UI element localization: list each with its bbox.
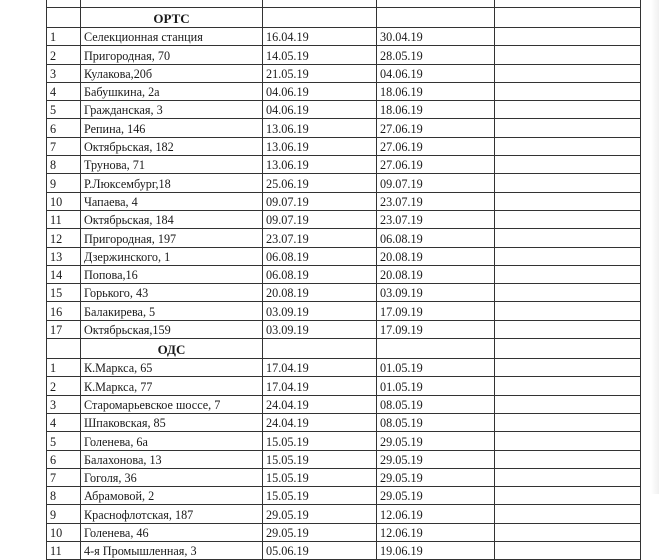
empty-cell [495,320,641,338]
end-date-cell: 30.04.19 [377,28,495,46]
schedule-table [46,0,641,560]
top-edge-cell [263,0,377,8]
address-cell: Шпаковская, 85 [81,413,263,431]
start-date-cell: 15.05.19 [263,450,377,468]
end-date-cell: 04.06.19 [377,64,495,82]
empty-cell [495,101,641,119]
row-number-cell: 2 [47,46,81,64]
table-row [47,82,641,100]
section-number-cell [47,339,81,359]
end-date-cell: 29.05.19 [377,450,495,468]
empty-cell [495,302,641,320]
address-cell: 4-я Промышленная, 3 [81,542,263,560]
end-date-cell: 20.08.19 [377,247,495,265]
section-empty-cell [377,339,495,359]
row-number-cell: 9 [47,174,81,192]
row-number-cell: 17 [47,320,81,338]
empty-cell [495,395,641,413]
empty-cell [495,377,641,395]
row-number-cell: 9 [47,505,81,523]
scan-edge-shade [651,0,659,494]
end-date-cell: 19.06.19 [377,542,495,560]
end-date-cell: 23.07.19 [377,192,495,210]
start-date-cell: 15.05.19 [263,487,377,505]
address-cell: Октябрьская, 184 [81,210,263,228]
start-date-cell: 20.08.19 [263,284,377,302]
address-cell: Гоголя, 36 [81,468,263,486]
section-empty-cell [263,339,377,359]
section-title: ОДС [81,339,263,359]
row-number-cell: 13 [47,247,81,265]
empty-cell [495,468,641,486]
empty-cell [495,413,641,431]
address-cell: Бабушкина, 2а [81,82,263,100]
end-date-cell: 29.05.19 [377,432,495,450]
end-date-cell: 08.05.19 [377,413,495,431]
section-header-row [47,339,641,359]
address-cell: Кулакова,20б [81,64,263,82]
end-date-cell: 20.08.19 [377,265,495,283]
table-row [47,192,641,210]
top-edge-cell [495,0,641,8]
end-date-cell: 12.06.19 [377,523,495,541]
address-cell: Абрамовой, 2 [81,487,263,505]
empty-cell [495,229,641,247]
start-date-cell: 23.07.19 [263,229,377,247]
row-number-cell: 10 [47,192,81,210]
table-row [47,523,641,541]
start-date-cell: 29.05.19 [263,523,377,541]
start-date-cell: 13.06.19 [263,156,377,174]
section-empty-cell [263,8,377,28]
table-row [47,450,641,468]
empty-cell [495,542,641,560]
section-empty-cell [495,339,641,359]
table-row [47,247,641,265]
end-date-cell: 17.09.19 [377,320,495,338]
address-cell: Старомарьевское шоссе, 7 [81,395,263,413]
address-cell: Р.Люксембург,18 [81,174,263,192]
empty-cell [495,247,641,265]
start-date-cell: 03.09.19 [263,320,377,338]
address-cell: Горького, 43 [81,284,263,302]
section-number-cell [47,8,81,28]
address-cell: Селекционная станция [81,28,263,46]
address-cell: Балакирева, 5 [81,302,263,320]
empty-cell [495,505,641,523]
row-number-cell: 3 [47,395,81,413]
end-date-cell: 03.09.19 [377,284,495,302]
empty-cell [495,28,641,46]
start-date-cell: 13.06.19 [263,119,377,137]
row-number-cell: 8 [47,156,81,174]
end-date-cell: 27.06.19 [377,137,495,155]
end-date-cell: 01.05.19 [377,377,495,395]
empty-cell [495,192,641,210]
row-number-cell: 1 [47,359,81,377]
table-row [47,395,641,413]
start-date-cell: 17.04.19 [263,377,377,395]
top-edge-cell [81,0,263,8]
address-cell: Октябрьская,159 [81,320,263,338]
start-date-cell: 14.05.19 [263,46,377,64]
section-title: ОРТС [81,8,263,28]
row-number-cell: 14 [47,265,81,283]
end-date-cell: 06.08.19 [377,229,495,247]
row-number-cell: 15 [47,284,81,302]
row-number-cell: 7 [47,137,81,155]
address-cell: Голенева, 6а [81,432,263,450]
table-row [47,468,641,486]
start-date-cell: 15.05.19 [263,432,377,450]
empty-cell [495,432,641,450]
table-top-edge-row [47,0,641,8]
end-date-cell: 18.06.19 [377,82,495,100]
start-date-cell: 25.06.19 [263,174,377,192]
start-date-cell: 03.09.19 [263,302,377,320]
row-number-cell: 2 [47,377,81,395]
address-cell: Гражданская, 3 [81,101,263,119]
end-date-cell: 12.06.19 [377,505,495,523]
end-date-cell: 29.05.19 [377,468,495,486]
section-empty-cell [377,8,495,28]
section-header-row [47,8,641,28]
table-row [47,210,641,228]
address-cell: Дзержинского, 1 [81,247,263,265]
table-row [47,302,641,320]
end-date-cell: 23.07.19 [377,210,495,228]
empty-cell [495,450,641,468]
row-number-cell: 16 [47,302,81,320]
address-cell: Чапаева, 4 [81,192,263,210]
end-date-cell: 27.06.19 [377,119,495,137]
end-date-cell: 17.09.19 [377,302,495,320]
table-row [47,487,641,505]
end-date-cell: 09.07.19 [377,174,495,192]
table-row [47,359,641,377]
start-date-cell: 04.06.19 [263,101,377,119]
table-row [47,156,641,174]
address-cell: К.Маркса, 65 [81,359,263,377]
top-edge-cell [47,0,81,8]
start-date-cell: 16.04.19 [263,28,377,46]
row-number-cell: 5 [47,432,81,450]
address-cell: Попова,16 [81,265,263,283]
row-number-cell: 7 [47,468,81,486]
row-number-cell: 4 [47,82,81,100]
empty-cell [495,119,641,137]
empty-cell [495,137,641,155]
row-number-cell: 6 [47,119,81,137]
start-date-cell: 24.04.19 [263,413,377,431]
address-cell: Пригородная, 197 [81,229,263,247]
table-row [47,320,641,338]
empty-cell [495,210,641,228]
start-date-cell: 06.08.19 [263,265,377,283]
address-cell: К.Маркса, 77 [81,377,263,395]
empty-cell [495,523,641,541]
row-number-cell: 1 [47,28,81,46]
table-row [47,101,641,119]
end-date-cell: 08.05.19 [377,395,495,413]
address-cell: Трунова, 71 [81,156,263,174]
empty-cell [495,174,641,192]
table-row [47,229,641,247]
table-row [47,28,641,46]
start-date-cell: 24.04.19 [263,395,377,413]
table-row [47,542,641,560]
top-edge-cell [377,0,495,8]
table-row [47,46,641,64]
start-date-cell: 17.04.19 [263,359,377,377]
table-row [47,505,641,523]
start-date-cell: 06.08.19 [263,247,377,265]
empty-cell [495,265,641,283]
section-empty-cell [495,8,641,28]
row-number-cell: 3 [47,64,81,82]
table-row [47,64,641,82]
empty-cell [495,82,641,100]
empty-cell [495,284,641,302]
table-row [47,377,641,395]
start-date-cell: 21.05.19 [263,64,377,82]
address-cell: Пригородная, 70 [81,46,263,64]
start-date-cell: 09.07.19 [263,192,377,210]
start-date-cell: 09.07.19 [263,210,377,228]
table-row [47,119,641,137]
address-cell: Репина, 146 [81,119,263,137]
start-date-cell: 13.06.19 [263,137,377,155]
empty-cell [495,359,641,377]
table-row [47,265,641,283]
address-cell: Голенева, 46 [81,523,263,541]
row-number-cell: 11 [47,210,81,228]
table-row [47,174,641,192]
start-date-cell: 04.06.19 [263,82,377,100]
empty-cell [495,64,641,82]
start-date-cell: 15.05.19 [263,468,377,486]
row-number-cell: 10 [47,523,81,541]
start-date-cell: 29.05.19 [263,505,377,523]
end-date-cell: 29.05.19 [377,487,495,505]
table-row [47,284,641,302]
table-row [47,137,641,155]
row-number-cell: 11 [47,542,81,560]
address-cell: Краснофлотская, 187 [81,505,263,523]
start-date-cell: 05.06.19 [263,542,377,560]
row-number-cell: 8 [47,487,81,505]
row-number-cell: 5 [47,101,81,119]
row-number-cell: 6 [47,450,81,468]
table-row [47,432,641,450]
address-cell: Октябрьская, 182 [81,137,263,155]
end-date-cell: 28.05.19 [377,46,495,64]
end-date-cell: 01.05.19 [377,359,495,377]
end-date-cell: 27.06.19 [377,156,495,174]
row-number-cell: 4 [47,413,81,431]
empty-cell [495,156,641,174]
empty-cell [495,46,641,64]
schedule-table-body [47,0,641,560]
address-cell: Балахонова, 13 [81,450,263,468]
table-row [47,413,641,431]
empty-cell [495,487,641,505]
row-number-cell: 12 [47,229,81,247]
end-date-cell: 18.06.19 [377,101,495,119]
